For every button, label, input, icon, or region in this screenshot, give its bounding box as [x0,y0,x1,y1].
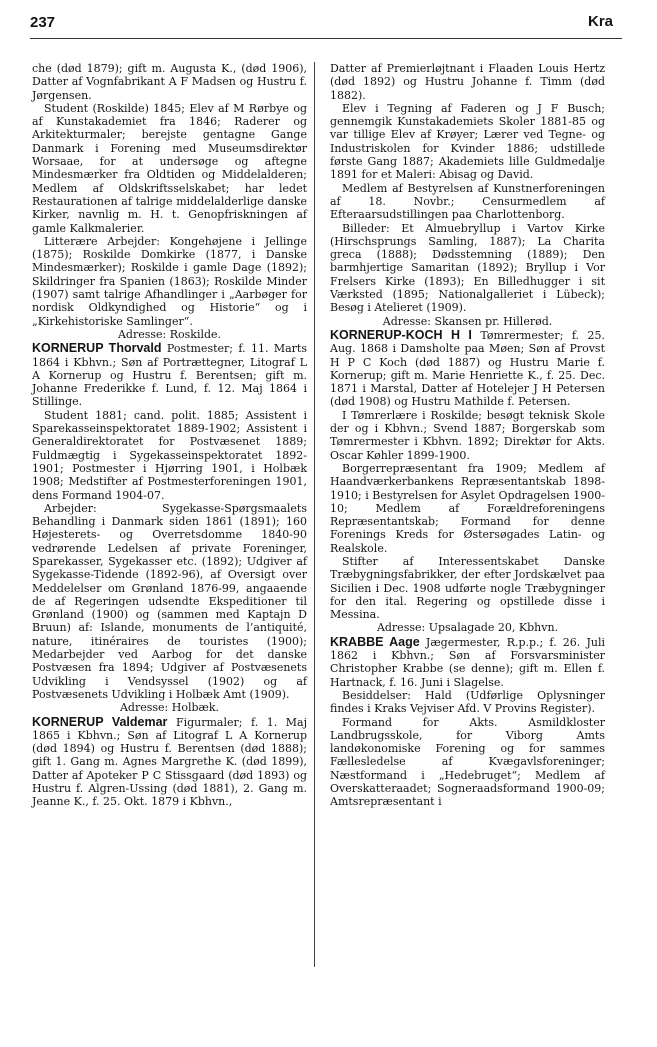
address-line: Adresse: Roskilde. [117,327,222,341]
entry-headword: KORNERUP-KOCH H I [330,327,472,342]
right-column [330,62,605,809]
paragraph: Medlem af Bestyrelsen af Kunstnerforeningen af 18. Novbr.; Censurmedlem af Efteraarsudstillingen paa Charlottenborg. [330,181,605,222]
page-number: 237 [30,14,56,31]
paragraph: Student 1881; cand. polit. 1885; Assistent i Sparekasseinspektoratet 1889-1902; Assistent i Generaldirektoratet for Postvæsenet 1889; Fuldmægtig i Sygekasseinspektoratet 1892-1901; Postmester i Hjørring 1901, i Holbæk 1908; Medstifter af Postmesterforeningen 1901, dens Formand 1904-07. [32,408,307,502]
left-column [32,62,307,809]
biography-entry [330,636,605,689]
entry-headword: KORNERUP Thorvald [32,341,162,356]
paragraph: Borgerrepræsentant fra 1909; Medlem af Haandværkerbankens Repræsentantskab 1898-1910; i Bestyrelsen for Asylet Opdragelsen 1900-10; Medlem af Forældreforeningens Repræsentantskab; Formand for denne Forenings Kreds for Østersøgades Latin- og Realskole. [330,461,605,555]
paragraph: Elev i Tegning af Faderen og J F Busch; gennemgik Kunstakademiets Skoler 1881-85 og var tillige Elev af Krøyer; Lærer ved Tegne- og Industriskolen for Kvinder 1886; udstillede første Gang 1887; Akademiets lille Guldmedalje 1891 for et Maleri: Abisag og David. [330,101,605,182]
paragraph: Formand for Akts. Asmildkloster Landbrugsskole, for Viborg Amts landøkonomiske Forening og for sammes Fællesledelse af Kvægavlsforeninger; Næstformand i „Hedebruget“; Medlem af Overskatteraadet; Sogneraadsformand 1900-09; Amtsrepræsentant i [330,715,605,809]
paragraph: Billeder: Et Almuebryllup i Vartov Kirke (Hirschsprungs Samling, 1887); La Charita greca (1888); Dødsstemning (1889); Den barmhjertige Samaritan (1892); Bryllup i Vor Frelsers Kirke (1893); En Billedhugger i sit Værksted (1895; Nationalgalleriet i Lübeck); Besøg i Atelieret (1909). [330,221,605,315]
paragraph: Student (Roskilde) 1845; Elev af M Rørbye og af Kunstakademiet fra 1846; Raderer og Arkitekturmaler; berejste gentagne Gange Danmark i Forening med Museumsdirektør Worsaae, for at undersøge og aftegne Mindesmærker fra Oldtiden og Middelalderen; Medlem af Oldskriftsselskabet; har ledet Restaurationen af talrige middelalderlige danske Kirker, navnlig m. H. t. Genopfriskningen af gamle Kalkmalerier. [32,101,307,235]
biography-entry [32,342,307,408]
paragraph: Stifter af Interessentskabet Danske Træbygningsfabrikker, der efter Jordskælvet paa Sicilien i Dec. 1908 udførte nogle Træbygninger for den ital. Regering og opstillede disse i Messina. [330,554,605,622]
column-divider [314,62,315,967]
paragraph: Besiddelser: Hald (Udførlige Oplysninger findes i Kraks Vejviser Afd. V Provins Register). [330,688,605,716]
entry-text: Jægermester, R.p.p.; f. 26. Juli 1862 i Kbhvn.; Søn af Forsvarsminister Christopher Krabbe (se denne); gift m. Ellen f. Hartnack, f. 16. Juni i Slagelse. [330,635,605,689]
entry-headword: KORNERUP Valdemar [32,714,168,729]
biography-entry [330,329,605,409]
address-line: Adresse: Skansen pr. Hillerød. [382,314,553,328]
continued-text: Datter af Premierløjtnant i Flaaden Louis Hertz (død 1892) og Hustru Johanne f. Timm (død 1882). [330,62,605,102]
continued-text: che (død 1879); gift m. Augusta K., (død 1906), Datter af Vognfabrikant A F Madsen og Hustru f. Jørgensen. [32,62,307,102]
header-rule [30,38,622,39]
biography-entry [32,716,307,809]
address-line: Adresse: Upsalagade 20, Kbhvn. [376,621,559,635]
entry-text: Postmester; f. 11. Marts 1864 i Kbhvn.; Søn af Portrættegner, Litograf L A Kornerup og Hustru f. Berentsen; gift m. Johanne Frederikke f. Lund, f. 12. Maj 1864 i Stillinge. [32,342,307,409]
paragraph: Arbejder: Sygekasse-Spørgsmaalets Behandling i Danmark siden 1861 (1891); 160 Højesterets- og Overretsdomme 1840-90 vedrørende Ledelsen af private Foreninger, Sparekasser, Sygekasser etc. (1892); Udgiver af Sygekasse-Tidende (1892-96), af Oversigt over Meddelelser om Grønland 1876-99, angaaende de af Regeringen udsendte Ekspeditioner til Grønland (1900) og (sammen med Kaptajn D Bruun) af: Islande, monuments de l’antiquité, nature, itinéraires de touristes (1900); Medarbejder ved Aarbog for det danske Postvæsen fra 1894; Udgiver af Postvæsenets Udvikling i Vendsyssel (1902) og af Postvæsenets Udvikling i Holbæk Amt (1909). [32,501,307,701]
entry-text: Tømrermester; f. 25. Aug. 1868 i Damsholte paa Møen; Søn af Provst H P C Koch (død 1887) og Hustru Marie f. Kornerup; gift m. Marie Henriette K., f. 25. Dec. 1871 i Marstal, Datter af Hotelejer J H Petersen (død 1908) og Hustru Mathilde f. Petersen. [330,328,605,409]
entry-headword: KRABBE Aage [330,634,420,649]
entry-text: Figurmaler; f. 1. Maj 1865 i Kbhvn.; Søn af Litograf L A Kornerup (død 1894) og Hustru f. Berentsen (død 1888); gift 1. Gang m. Agnes Margrethe K. (død 1899), Datter af Apoteker P C Stissgaard (død 1893) og Hustru f. Algren-Ussing (død 1881), 2. Gang m. Jeanne K., f. 25. Okt. 1879 i Kbhvn., [32,715,308,809]
paragraph: I Tømrerlære i Roskilde; besøgt teknisk Skole der og i Kbhvn.; Svend 1887; Borgerskab som Tømrermester i Kbhvn. 1892; Direktør for Akts. Oscar Køhler 1899-1900. [330,408,605,462]
paragraph: Litterære Arbejder: Kongehøjene i Jellinge (1875); Roskilde Domkirke (1877, i Danske Mindesmærker); Roskilde i gamle Dage (1892); Skildringer fra Spanien (1863); Roskilde Minder (1907) samt talrige Afhandlinger i „Aarbøger for nordisk Oldkyndighed og Historie“ og i „Kirkehistoriske Samlinger“. [32,234,307,328]
running-head: Kra [588,13,614,30]
address-line: Adresse: Holbæk. [119,701,220,715]
